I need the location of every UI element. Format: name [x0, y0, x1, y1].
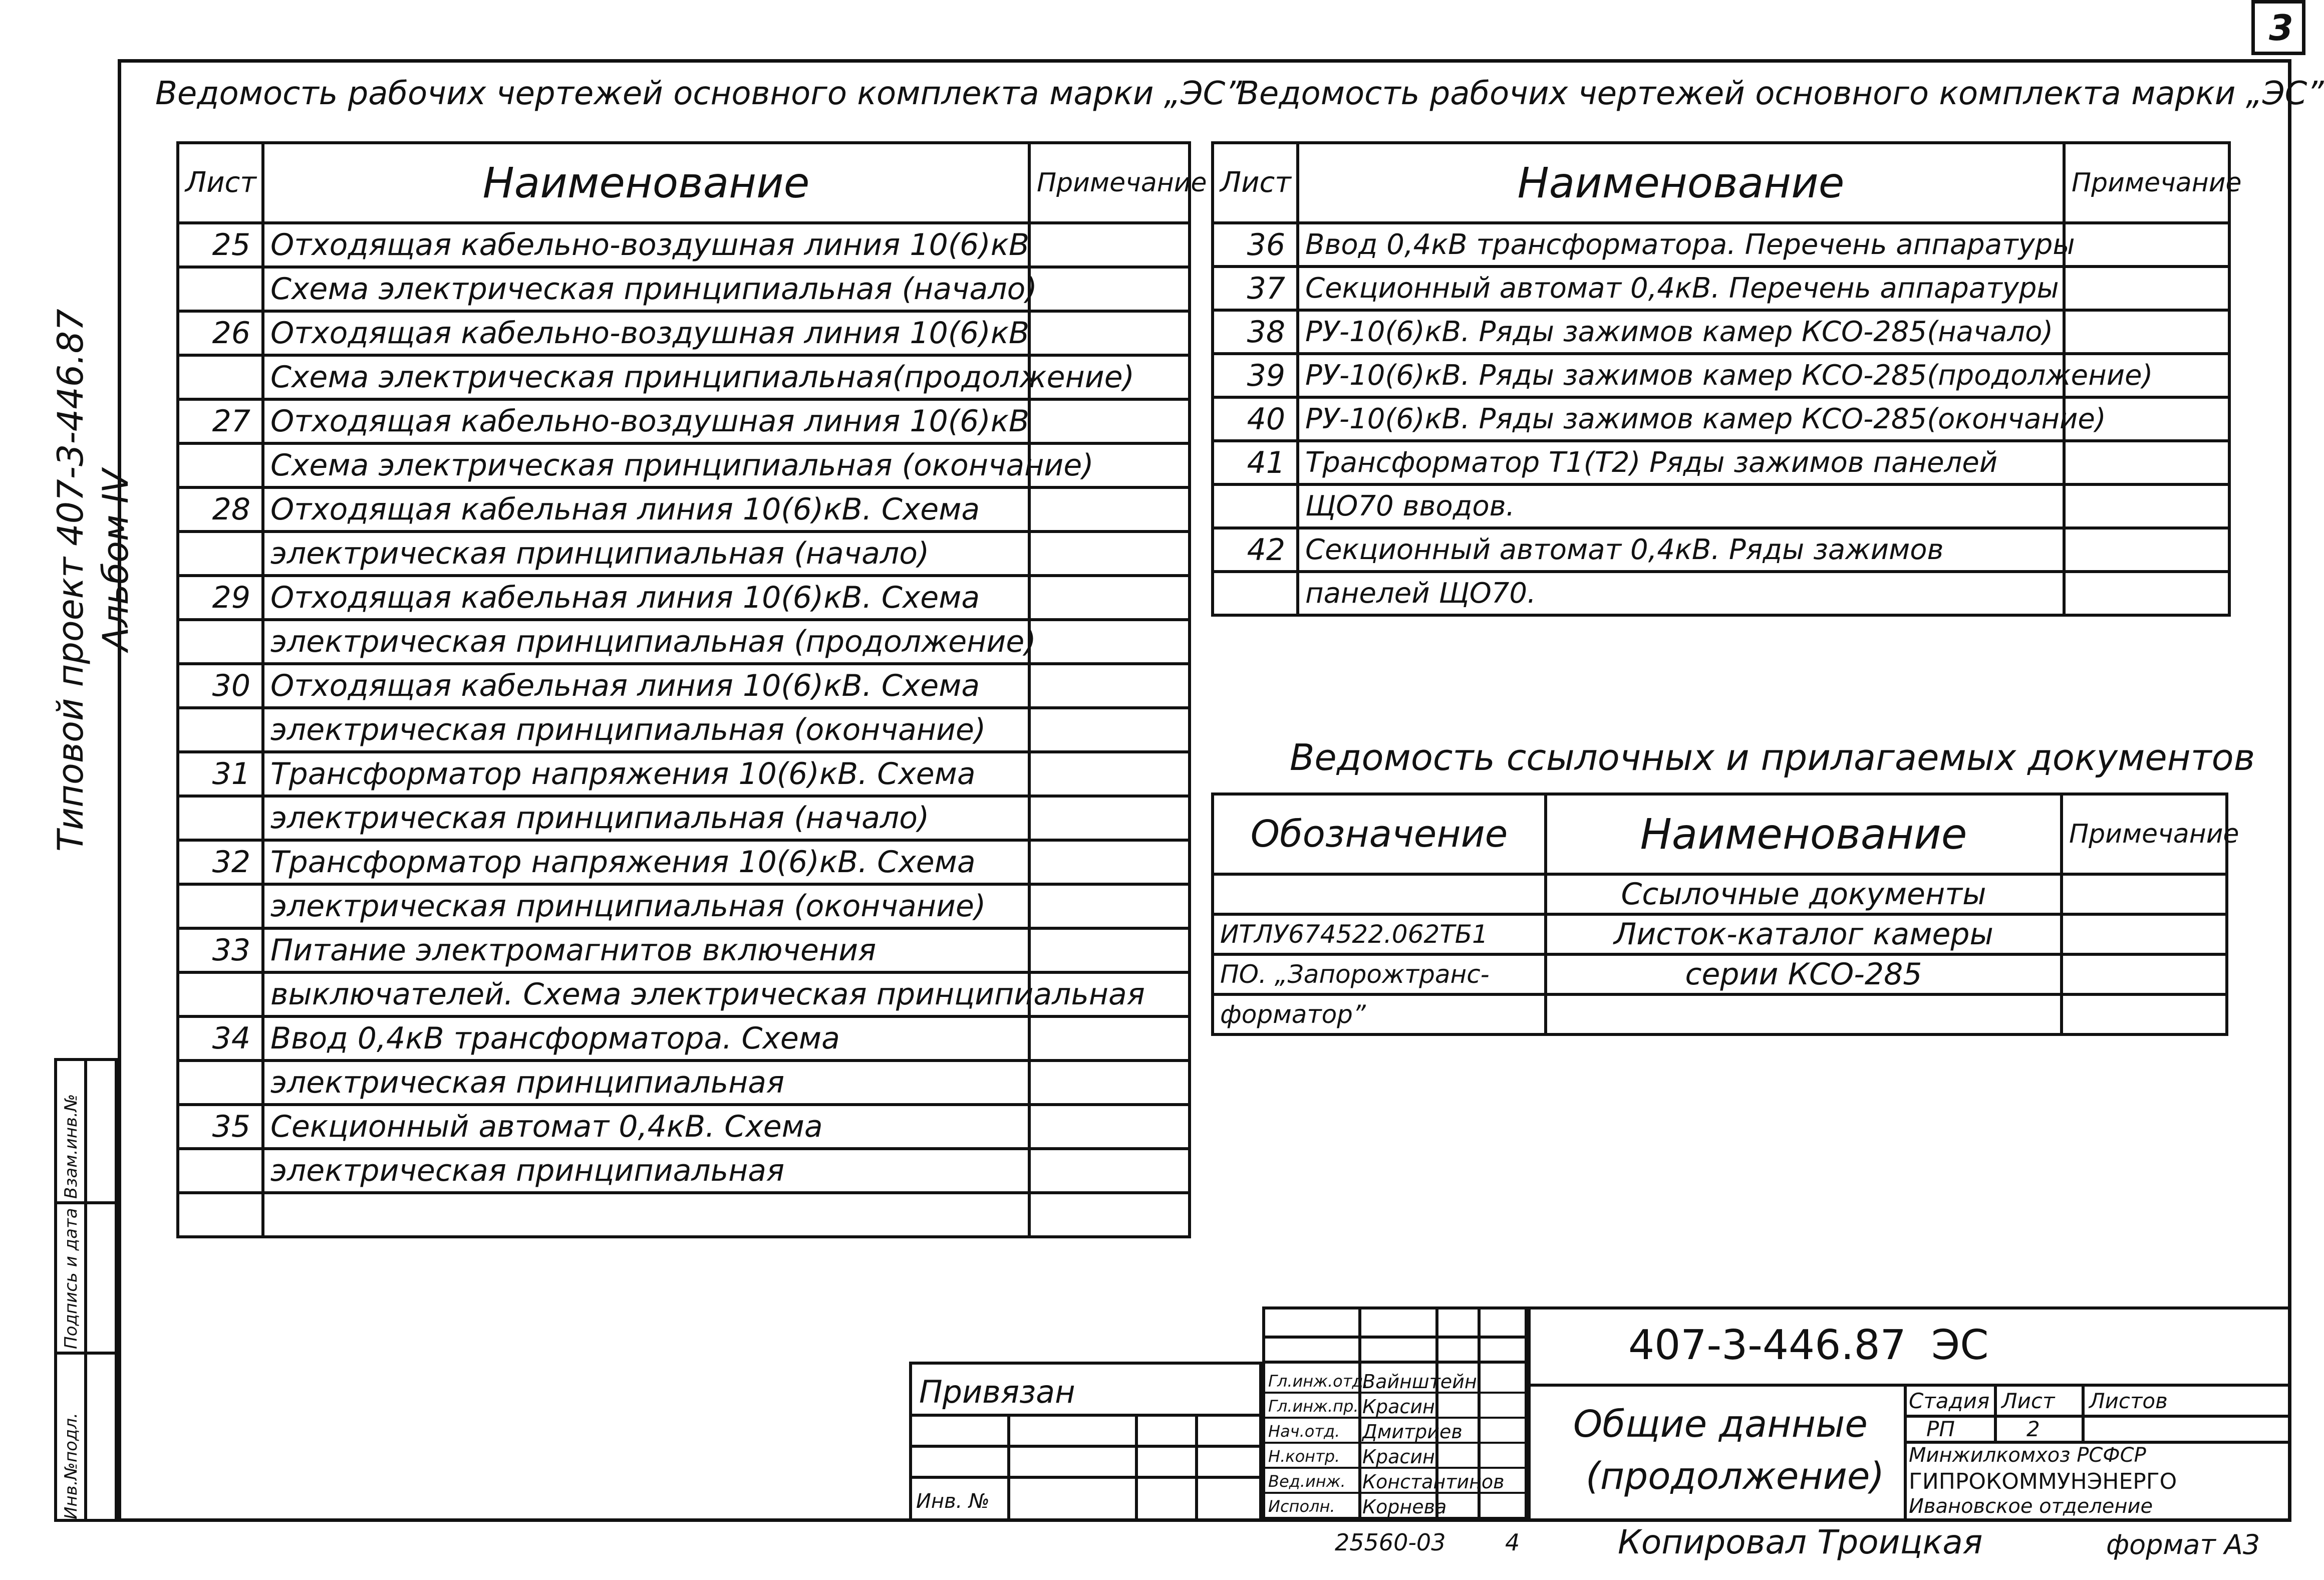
table-row	[1213, 954, 2227, 994]
header-name: Наименование	[1546, 794, 2062, 874]
table-row	[178, 1193, 1190, 1237]
signer-name: Красин	[1362, 1396, 1435, 1418]
row-note	[2064, 484, 2229, 528]
footer-format: формат А3	[2106, 1529, 2260, 1560]
row-name: Питание электромагнитов включения	[263, 928, 1029, 972]
row-sheet-number: 36	[1213, 223, 1298, 267]
row-name: панелей ЩО70.	[1298, 572, 2064, 615]
row-name: Секционный автомат 0,4кВ. Ряды зажимов	[1298, 528, 2064, 572]
row-name: ЩО70 вводов.	[1298, 484, 2064, 528]
header-note: Примечание	[2062, 794, 2227, 874]
row-code: ПО. „Запорожтранс-	[1213, 954, 1546, 994]
row-note	[1029, 664, 1190, 708]
row-sheet-number	[1213, 572, 1298, 615]
row-name: Листок-каталог камеры	[1546, 914, 2062, 954]
table-row	[1213, 441, 2229, 484]
row-name: электрическая принципиальная	[263, 1061, 1029, 1105]
ref-docs-title: Ведомость ссылочных и прилагаемых документов	[1290, 736, 2255, 778]
row-note	[2062, 914, 2227, 954]
stage-value: РП	[1926, 1417, 1955, 1441]
row-sheet-number	[178, 267, 263, 311]
row-name: Секционный автомат 0,4кВ. Схема	[263, 1105, 1029, 1149]
row-note	[1029, 576, 1190, 620]
table-row	[1213, 310, 2229, 354]
project-block	[1528, 1306, 2291, 1522]
row-note	[1029, 311, 1190, 355]
row-name: Секционный автомат 0,4кВ. Перечень аппаратуры	[1298, 267, 2064, 310]
row-sheet-number	[178, 1061, 263, 1105]
table-row	[1213, 994, 2227, 1034]
row-name: РУ-10(6)кВ. Ряды зажимов камер КСО-285(продолжение)	[1298, 354, 2064, 397]
table-row	[178, 1149, 1190, 1193]
signer-role: Нач.отд.	[1268, 1422, 1340, 1441]
stamp-label-inv: Инв.№подл.	[61, 1413, 81, 1519]
row-note	[1029, 1193, 1190, 1237]
stamp-label-replace: Взам.инв.№	[61, 1094, 81, 1199]
row-name: Трансформатор T1(T2) Ряды зажимов панелей	[1298, 441, 2064, 484]
page-number-box	[2251, 0, 2305, 55]
row-name: РУ-10(6)кВ. Ряды зажимов камер КСО-285(окончание)	[1298, 397, 2064, 441]
table-row	[178, 532, 1190, 576]
row-name: электрическая принципиальная	[263, 1149, 1029, 1193]
row-note	[2062, 874, 2227, 914]
header-code: Обозначение	[1213, 794, 1546, 874]
signatures-block	[1262, 1306, 1528, 1522]
table-row	[178, 1016, 1190, 1061]
row-note	[1029, 1149, 1190, 1193]
row-name: электрическая принципиальная (окончание)	[263, 708, 1029, 752]
inv-label: Инв. №	[916, 1490, 990, 1513]
row-code: ИТЛУ674522.062ТБ1	[1213, 914, 1546, 954]
row-note	[1029, 840, 1190, 884]
row-sheet-number	[178, 972, 263, 1016]
row-name: Схема электрическая принципиальная (окончание)	[263, 443, 1029, 487]
row-sheet-number: 27	[178, 399, 263, 443]
right-sheet-table	[1211, 141, 2242, 617]
row-note	[1029, 620, 1190, 664]
row-name: Трансформатор напряжения 10(6)кВ. Схема	[263, 840, 1029, 884]
row-sheet-number: 28	[178, 487, 263, 532]
row-name: серии КСО-285	[1546, 954, 2062, 994]
table-row	[1213, 484, 2229, 528]
row-name	[263, 1193, 1029, 1237]
row-note	[1029, 1061, 1190, 1105]
row-sheet-number	[178, 1193, 263, 1237]
footer-sheet: 4	[1505, 1529, 1520, 1556]
row-sheet-number: 29	[178, 576, 263, 620]
row-name: электрическая принципиальная (начало)	[263, 796, 1029, 840]
table-header-row	[1213, 794, 2227, 874]
row-name: Отходящая кабельно-воздушная линия 10(6)кВ	[263, 223, 1029, 267]
row-sheet-number	[178, 708, 263, 752]
attached-block	[909, 1362, 1262, 1522]
row-sheet-number	[178, 796, 263, 840]
row-sheet-number: 26	[178, 311, 263, 355]
row-name: электрическая принципиальная (начало)	[263, 532, 1029, 576]
table-row	[178, 576, 1190, 620]
signer-name: Дмитриев	[1362, 1421, 1463, 1443]
row-sheet-number: 40	[1213, 397, 1298, 441]
footer-number: 25560-03	[1335, 1529, 1446, 1556]
signer-name: Вайнштейн	[1362, 1371, 1477, 1393]
row-name: РУ-10(6)кВ. Ряды зажимов камер КСО-285(начало)	[1298, 310, 2064, 354]
signer-role: Гл.инж.отд.	[1268, 1372, 1368, 1391]
row-name: Схема электрическая принципиальная (начало)	[263, 267, 1029, 311]
row-sheet-number: 30	[178, 664, 263, 708]
row-sheet-number	[178, 443, 263, 487]
project-mark: ЭС	[1931, 1322, 1989, 1369]
table-row	[1213, 914, 2227, 954]
row-name: Отходящая кабельная линия 10(6)кВ. Схема	[263, 487, 1029, 532]
table-row	[178, 664, 1190, 708]
table-row	[178, 884, 1190, 928]
row-note	[2064, 441, 2229, 484]
signer-role: Н.контр.	[1268, 1447, 1340, 1466]
attached-label: Привязан	[919, 1374, 1075, 1410]
table-row	[178, 840, 1190, 884]
row-note	[2064, 310, 2229, 354]
row-sheet-number	[178, 1149, 263, 1193]
signer-role: Исполн.	[1268, 1497, 1335, 1516]
row-note	[1029, 928, 1190, 972]
left-list-title: Ведомость рабочих чертежей основного комплекта марки „ЭС”	[155, 75, 1242, 112]
table-row	[178, 443, 1190, 487]
row-note	[2062, 954, 2227, 994]
row-sheet-number: 32	[178, 840, 263, 884]
page-number: 3	[2269, 8, 2293, 49]
row-note	[1029, 532, 1190, 576]
row-sheet-number	[178, 620, 263, 664]
row-note	[1029, 267, 1190, 311]
row-note	[2064, 267, 2229, 310]
table-row	[1213, 572, 2229, 615]
signer-role: Гл.инж.пр.	[1268, 1397, 1359, 1416]
left-sheet-table	[176, 141, 1207, 1238]
signer-name: Красин	[1362, 1446, 1435, 1468]
sheet-value: 2	[2026, 1417, 2040, 1441]
row-note	[1029, 752, 1190, 796]
row-sheet-number: 31	[178, 752, 263, 796]
row-sheet-number	[178, 355, 263, 399]
org-line-1: Минжилкомхоз РСФСР	[1909, 1444, 2146, 1467]
stage-label: Стадия	[1909, 1389, 1990, 1413]
row-sheet-number	[178, 532, 263, 576]
header-name: Наименование	[1298, 143, 2064, 223]
row-note	[2062, 994, 2227, 1034]
row-note	[1029, 223, 1190, 267]
row-name: Схема электрическая принципиальная(продолжение)	[263, 355, 1029, 399]
header-note: Примечание	[1029, 143, 1190, 223]
row-code: форматор”	[1213, 994, 1546, 1034]
header-sheet: Лист	[178, 143, 263, 223]
table-row	[178, 928, 1190, 972]
table-row	[178, 708, 1190, 752]
row-note	[1029, 1105, 1190, 1149]
table-row	[178, 223, 1190, 267]
row-name: Ввод 0,4кВ трансформатора. Перечень аппаратуры	[1298, 223, 2064, 267]
row-note	[2064, 223, 2229, 267]
table-row	[1213, 874, 2227, 914]
table-row	[178, 752, 1190, 796]
row-name: Отходящая кабельная линия 10(6)кВ. Схема	[263, 664, 1029, 708]
table-row	[178, 1105, 1190, 1149]
row-sheet-number	[1213, 484, 1298, 528]
row-name: Отходящая кабельно-воздушная линия 10(6)кВ	[263, 399, 1029, 443]
sheet-title-2: (продолжение)	[1586, 1455, 1885, 1498]
row-name: Отходящая кабельно-воздушная линия 10(6)кВ	[263, 311, 1029, 355]
table-row	[178, 311, 1190, 355]
row-name: электрическая принципиальная (продолжение)	[263, 620, 1029, 664]
table-row	[178, 972, 1190, 1016]
sheet-label: Лист	[2001, 1389, 2055, 1413]
row-note	[1029, 708, 1190, 752]
table-row	[1213, 223, 2229, 267]
row-name: Отходящая кабельная линия 10(6)кВ. Схема	[263, 576, 1029, 620]
org-line-2: ГИПРОКОММУНЭНЕРГО	[1909, 1469, 2177, 1494]
row-sheet-number	[178, 884, 263, 928]
table-row	[1213, 528, 2229, 572]
side-stamp	[54, 1058, 118, 1522]
signer-role: Вед.инж.	[1268, 1472, 1346, 1491]
signer-name: Корнева	[1362, 1496, 1447, 1518]
row-name: Ввод 0,4кВ трансформатора. Схема	[263, 1016, 1029, 1061]
table-row	[178, 796, 1190, 840]
side-label-project: Типовой проект 407-3-446.87	[50, 309, 91, 852]
row-sheet-number: 42	[1213, 528, 1298, 572]
side-label-album: Альбом IV	[95, 469, 136, 651]
signer-name: Константинов	[1362, 1471, 1505, 1493]
row-note	[1029, 487, 1190, 532]
table-row	[178, 487, 1190, 532]
row-note	[1029, 399, 1190, 443]
org-line-3: Ивановское отделение	[1909, 1495, 2153, 1518]
row-name: Трансформатор напряжения 10(6)кВ. Схема	[263, 752, 1029, 796]
row-sheet-number: 38	[1213, 310, 1298, 354]
right-list-title: Ведомость рабочих чертежей основного комплекта марки „ЭС”	[1237, 75, 2324, 112]
table-row	[178, 267, 1190, 311]
header-name: Наименование	[263, 143, 1029, 223]
row-note	[1029, 884, 1190, 928]
header-sheet: Лист	[1213, 143, 1298, 223]
row-name: выключателей. Схема электрическая принципиальная	[263, 972, 1029, 1016]
row-sheet-number: 33	[178, 928, 263, 972]
table-row	[178, 620, 1190, 664]
header-note: Примечание	[2064, 143, 2229, 223]
row-note	[1029, 1016, 1190, 1061]
sheets-label: Листов	[2089, 1389, 2168, 1413]
row-note	[1029, 796, 1190, 840]
row-name: электрическая принципиальная (окончание)	[263, 884, 1029, 928]
table-row	[1213, 267, 2229, 310]
table-row	[178, 1061, 1190, 1105]
row-name	[1546, 994, 2062, 1034]
stamp-label-sign: Подпись и дата	[61, 1208, 81, 1349]
row-sheet-number: 37	[1213, 267, 1298, 310]
project-code: 407-3-446.87	[1628, 1322, 1906, 1369]
table-header-row	[1213, 143, 2229, 223]
row-note	[2064, 572, 2229, 615]
table-header-row	[178, 143, 1190, 223]
row-note	[2064, 528, 2229, 572]
table-row	[1213, 397, 2229, 441]
row-sheet-number: 39	[1213, 354, 1298, 397]
table-row	[1213, 354, 2229, 397]
sheet-title-1: Общие данные	[1573, 1403, 1868, 1446]
row-sheet-number: 25	[178, 223, 263, 267]
row-sheet-number: 34	[178, 1016, 263, 1061]
row-code	[1213, 874, 1546, 914]
ref-docs-table	[1211, 793, 2239, 1036]
footer-copied: Копировал Троицкая	[1618, 1523, 1983, 1561]
row-sheet-number: 41	[1213, 441, 1298, 484]
row-sheet-number: 35	[178, 1105, 263, 1149]
table-row	[178, 355, 1190, 399]
row-name: Ссылочные документы	[1546, 874, 2062, 914]
table-row	[178, 399, 1190, 443]
title-block	[909, 1306, 2291, 1522]
